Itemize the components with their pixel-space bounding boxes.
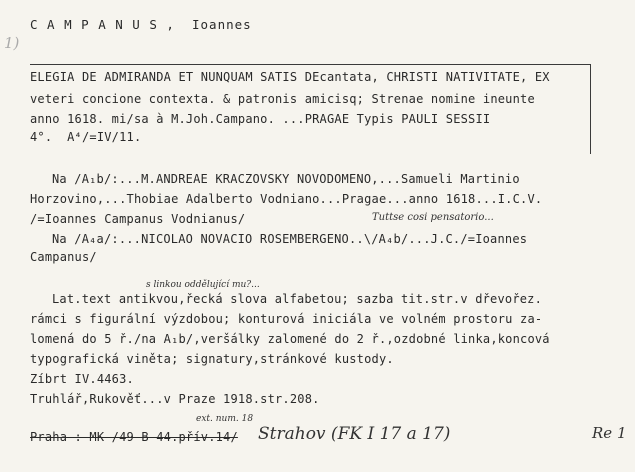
provenance-line-5: Campanus/ <box>30 250 97 264</box>
description-line-3: lomená do 5 ř./na A₁b/,veršálky zalomené do 2 ř.,ozdobné linka,koncová <box>30 332 550 346</box>
heading-rule <box>30 64 590 65</box>
provenance-line-4: Na /A₄a/:...NICOLAO NOVACIO ROSEMBERGENO..\/A₄b/...J.C./=Ioannes <box>52 232 528 246</box>
entry-line-4: 4°. A⁴/=IV/11. <box>30 130 142 144</box>
right-rule <box>590 64 591 154</box>
entry-line-2: veteri concione contexta. & patronis amicisq; Strenae nomine ineunte <box>30 92 535 106</box>
handwritten-note-provenance: Tuttse cosi pensatorio... <box>372 212 494 223</box>
description-line-1: Lat.text antikvou,řecká slova alfabetou; sazba tit.str.v dřevořez. <box>52 292 543 306</box>
handwritten-note-shelfmark: ext. num. 18 <box>196 414 254 424</box>
description-line-4: typografická viněta; signatury,stránkové kustody. <box>30 352 394 366</box>
entry-line-3: anno 1618. mi/sa à M.Joh.Campano. ...PRAGAE Typis PAULI SESSII <box>30 112 491 126</box>
provenance-line-3: /=Ioannes Campanus Vodnianus/ <box>30 212 246 226</box>
handwritten-corner-note: 1) <box>4 34 20 52</box>
handwritten-note-description: s linkou oddělující mu?... <box>146 280 260 290</box>
provenance-line-2: Horzovino,...Thobiae Adalberto Vodniano...Pragae...anno 1618...I.C.V. <box>30 192 543 206</box>
entry-line-1: ELEGIA DE ADMIRANDA ET NUNQUAM SATIS DEcantata, CHRISTI NATIVITATE, EX <box>30 70 550 84</box>
shelfmark-handwritten: Strahov (FK I 17 a 17) <box>258 424 451 444</box>
shelfmark-typed: Praha : MK /49 B 44.přív.14/ <box>30 430 238 444</box>
description-line-2: rámci s figurální výzdobou; konturová iniciála ve volném prostoru za- <box>30 312 543 326</box>
description-line-6: Truhlář,Rukověť...v Praze 1918.str.208. <box>30 392 320 406</box>
description-line-5: Zíbrt IV.4463. <box>30 372 134 386</box>
provenance-line-1: Na /A₁b/:...M.ANDREAE KRACZOVSKY NOVODOMENO,...Samueli Martinio <box>52 172 520 186</box>
handwritten-margin-note: Re 1 <box>592 424 627 442</box>
card-heading: C A M P A N U S , Ioannes <box>30 17 252 32</box>
